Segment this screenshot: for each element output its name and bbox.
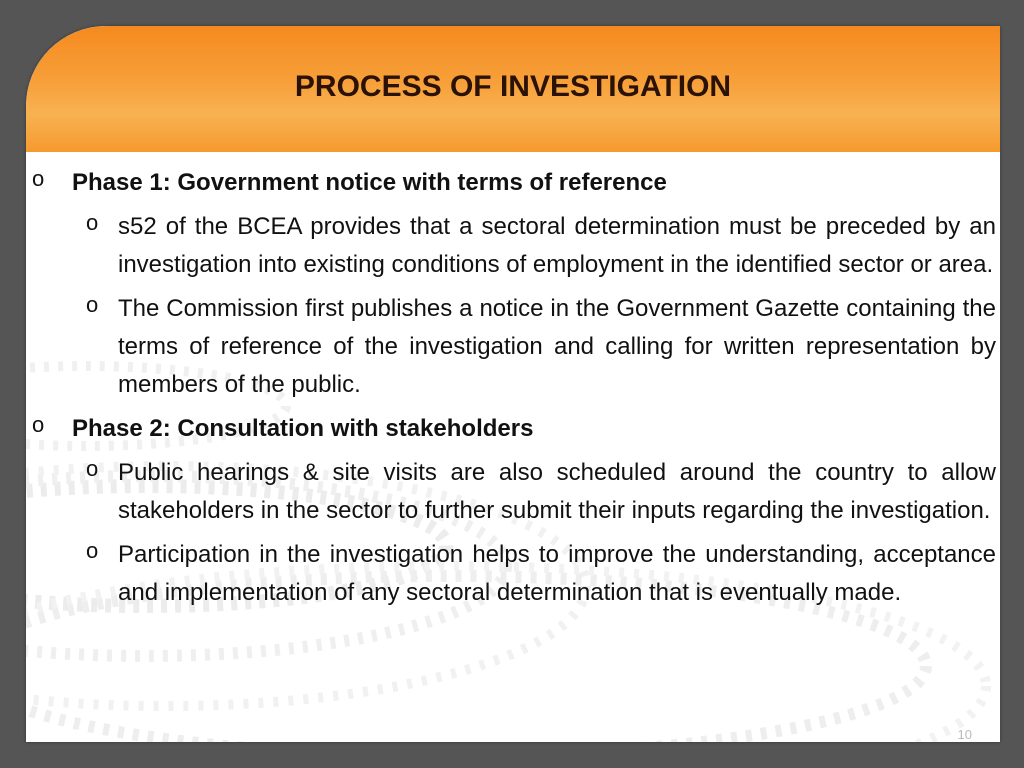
slide [26,26,1000,742]
bullet-icon: o [86,538,99,563]
phase-2-point-1-text: Public hearings & site visits are also scheduled around the country to allow stakeholders in the sector to further submit their inputs regarding the investigation. [118,459,996,524]
phase-2-point-2-text: Participation in the investigation helps to improve the understanding, acceptance and implementation of any sectoral determination that is eventually made. [118,541,996,606]
phase-2-heading-text: Phase 2: Consultation with stakeholders [72,415,534,442]
slide-title: PROCESS OF INVESTIGATION [294,70,732,103]
phase-1-point-1 [26,208,996,284]
phase-1-heading-text: Phase 1: Government notice with terms of reference [72,169,667,196]
phase-2-point-1 [26,454,996,530]
phase-2-heading [26,410,996,448]
phase-2-point-2 [26,536,996,612]
bullet-icon: o [32,412,45,437]
bullet-icon: o [86,292,99,317]
phase-1-point-1-text: s52 of the BCEA provides that a sectoral determination must be preceded by an investigation into existing conditions of employment in the identified sector or area. [118,213,996,278]
page-number: 10 [957,727,972,742]
phase-1-point-2 [26,290,996,404]
phase-1-heading [26,164,996,202]
bullet-icon: o [32,166,45,191]
slide-content [26,164,996,618]
phase-1-point-2-text: The Commission first publishes a notice in the Government Gazette containing the terms of reference of the investigation and calling for written representation by members of the public. [118,295,996,398]
bullet-icon: o [86,210,99,235]
bullet-icon: o [86,456,99,481]
